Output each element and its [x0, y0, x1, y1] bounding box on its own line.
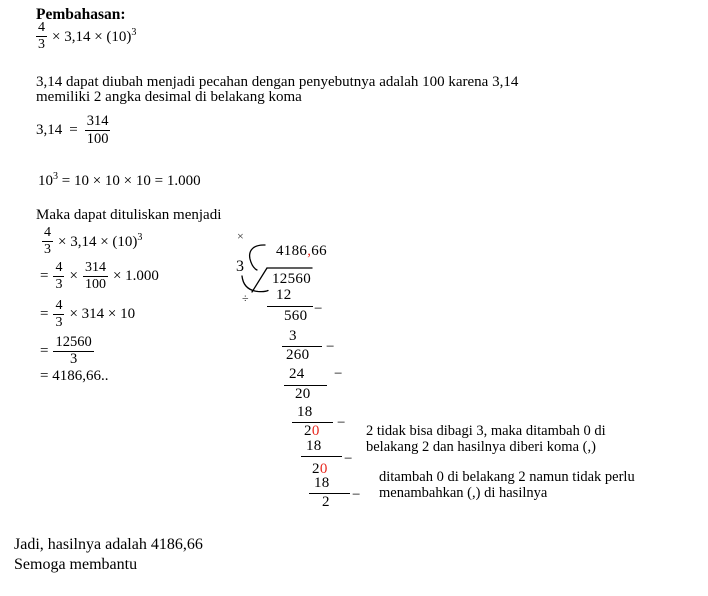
exponent: 3 [137, 231, 143, 243]
subtraction-line [301, 456, 342, 457]
remainder-4: 20 [304, 423, 320, 439]
step-tail: × 314 × 10 [69, 305, 136, 322]
minus-sign: − [352, 487, 361, 503]
times-sign: × [69, 267, 78, 284]
step-2 [40, 261, 159, 291]
added-zero: 0 [319, 461, 328, 477]
note-2 [379, 470, 635, 501]
decimal-to-fraction-equation [36, 114, 110, 146]
remainder-6: 2 [322, 494, 330, 510]
fraction-denominator: 3 [38, 37, 45, 52]
fraction-12560-3: $\frac{12560}{3}$ [55, 334, 92, 367]
step-1 [42, 226, 142, 256]
quotient [276, 244, 327, 259]
subtrahend-6: 18 [314, 475, 330, 491]
minus-sign: − [326, 339, 335, 355]
fraction-4-3: $\frac{4}{3}$ [55, 298, 63, 330]
subtrahend-1: 12 [276, 287, 292, 303]
minus-sign: − [337, 415, 346, 431]
exponent: 3 [131, 26, 137, 38]
page-title: Pembahasan: [36, 6, 126, 23]
step-tail: × 1.000 [112, 267, 159, 284]
note-1 [366, 424, 606, 455]
given-expression [36, 21, 136, 51]
fraction-denominator: 100 [86, 131, 109, 147]
subtrahend-5: 18 [306, 438, 322, 454]
closing-line: Semoga membantu [14, 556, 138, 573]
remainder-1: 560 [284, 308, 308, 324]
quotient-integer: 4186 [276, 243, 308, 259]
subtraction-line [267, 306, 313, 307]
equals-sign: = [40, 305, 49, 322]
fraction-4-3 [36, 21, 47, 51]
added-zero: 0 [311, 423, 320, 439]
divisor: 3 [236, 258, 245, 275]
fraction-4-3: $\frac{4}{3}$ [44, 225, 51, 257]
dividend: 12560 [272, 271, 311, 287]
step-3 [40, 299, 135, 329]
step-tail: × $3,14 \times (10)^3$ [58, 231, 143, 250]
exponent: 3 [53, 171, 58, 182]
note-1-line2: belakang 2 dan hasilnya diberi koma (,) [366, 438, 596, 455]
minus-sign: − [314, 301, 323, 317]
multiply-symbol: × [237, 229, 244, 243]
note-2-line2: menambahkan (,) di hasilnya [379, 484, 548, 501]
fraction-numerator: 314 [86, 113, 109, 129]
step-5-result: = 4186,66.. [40, 368, 109, 384]
subtrahend-4: 18 [297, 404, 313, 420]
expression-tail: × $3,14 \times (10)^3$ [52, 26, 137, 45]
equals-sign: = [40, 267, 49, 284]
remainder-3: 20 [295, 386, 311, 402]
decimal-value: 3,14 [36, 121, 63, 138]
subtrahend-2: 3 [289, 328, 297, 344]
step-4 [40, 336, 94, 366]
conclusion-line: Jadi, hasilnya adalah 4186,66 [14, 536, 203, 553]
explanation-paragraph-line1: 3,14 dapat diubah menjadi pecahan dengan penyebutnya adalah 100 karena 3,14 [36, 74, 519, 90]
subtrahend-3: 24 [289, 366, 305, 382]
remainder-2: 260 [286, 347, 310, 363]
fraction-numerator: 4 [38, 20, 45, 35]
divide-symbol: ÷ [242, 291, 249, 305]
note-2-line1: ditambah 0 di belakang 2 namun tidak perlu [379, 469, 635, 485]
fraction-314-100 [85, 114, 111, 146]
explanation-paragraph-line2: memiliki 2 angka desimal di belakang koma [36, 89, 302, 105]
equals-sign: = [40, 342, 49, 359]
equals-sign: = [69, 121, 78, 138]
transition-sentence: Maka dapat dituliskan menjadi [36, 207, 222, 223]
quotient-comma: , [307, 243, 312, 259]
fraction-314-100: $\frac{314}{100}$ [84, 260, 106, 292]
minus-sign: − [344, 451, 353, 467]
power-equation: $10^3 = 10 \times 10 \times 10 = 1.000$ [38, 171, 201, 189]
quotient-decimals: 66 [311, 243, 327, 259]
minus-sign: − [334, 366, 343, 382]
remainder-5: 20 [312, 461, 328, 477]
note-1-line1: 2 tidak bisa dibagi 3, maka ditambah 0 di [366, 423, 606, 439]
fraction-4-3: $\frac{4}{3}$ [55, 260, 63, 292]
